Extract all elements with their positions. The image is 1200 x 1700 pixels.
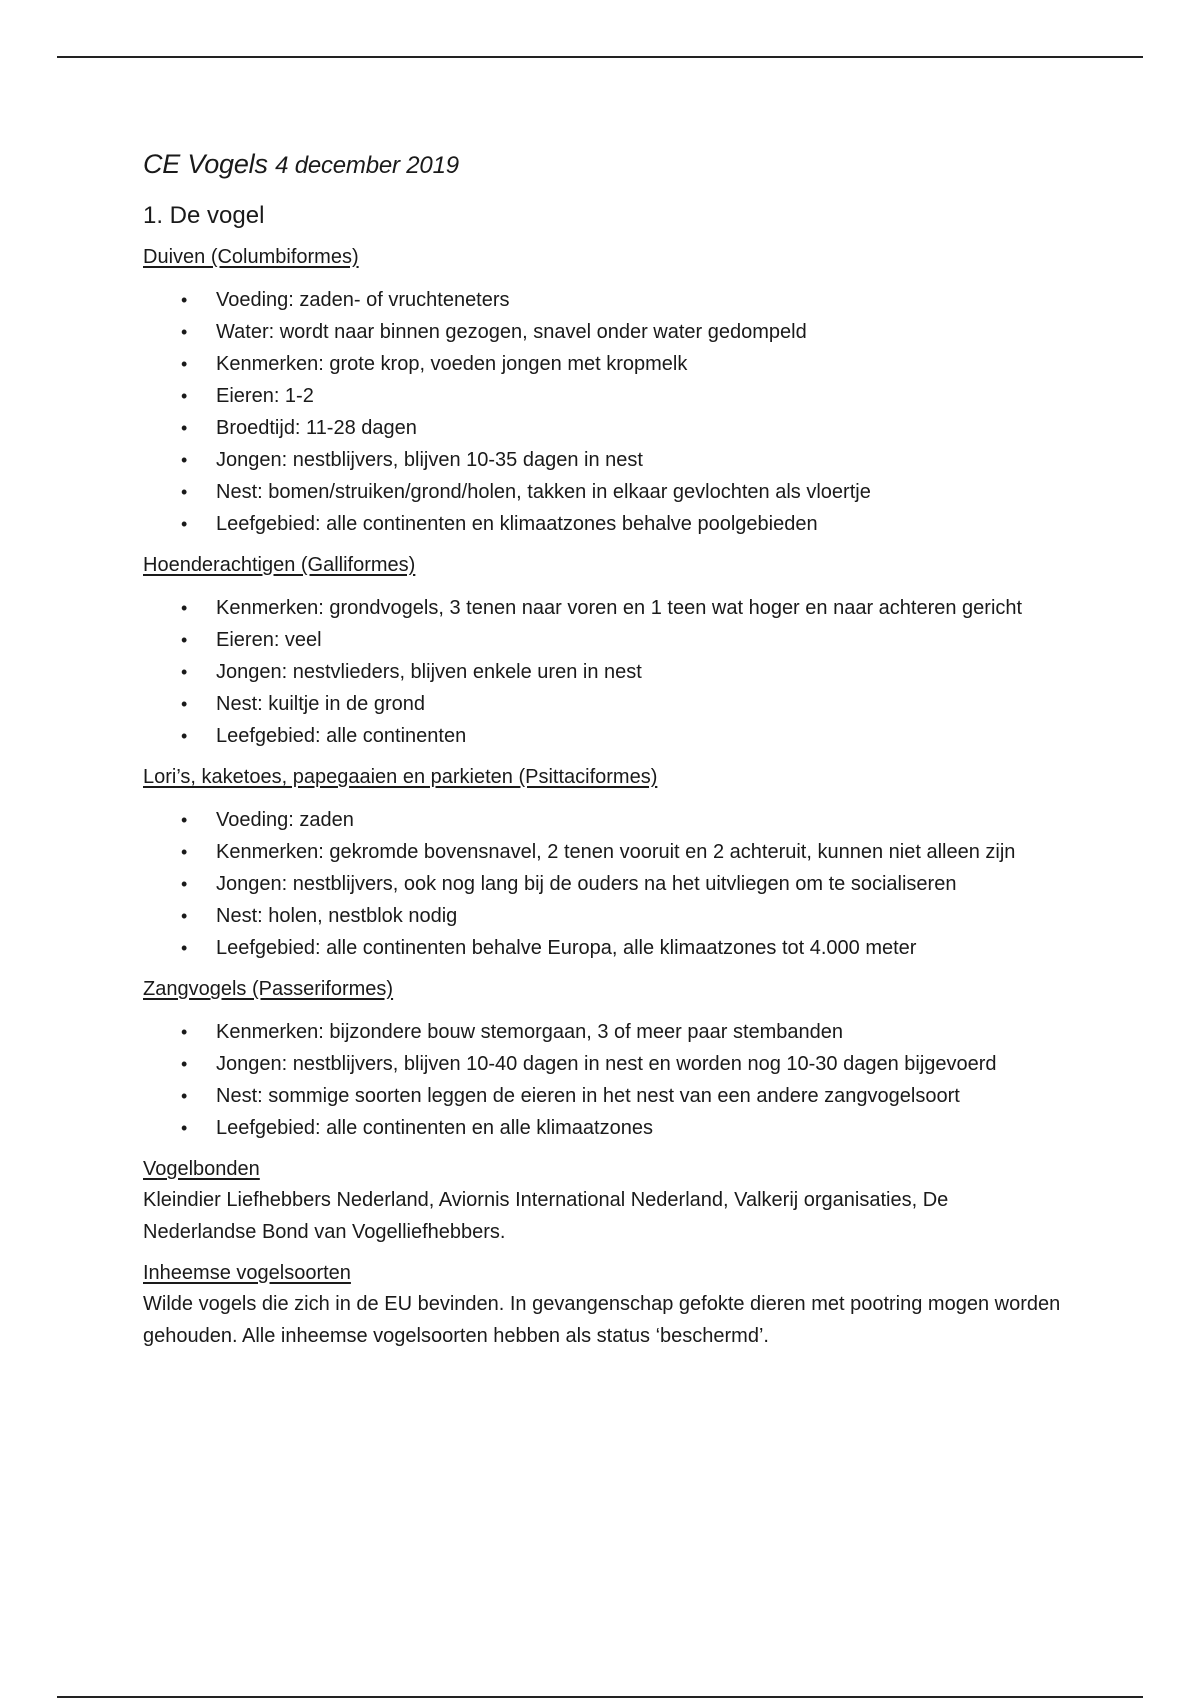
bullet-icon: • xyxy=(181,1086,188,1106)
list-item xyxy=(143,284,1063,316)
section-block xyxy=(143,762,1063,964)
bullet-icon: • xyxy=(181,726,188,746)
list-item xyxy=(143,592,1063,624)
list-item xyxy=(143,1112,1063,1144)
list-item-text: Water: wordt naar binnen gezogen, snavel onder water gedompeld xyxy=(216,321,807,343)
list-item xyxy=(143,836,1063,868)
list-item xyxy=(143,624,1063,656)
bullet-icon: • xyxy=(181,290,188,310)
bullet-list xyxy=(143,284,1063,540)
list-item xyxy=(143,444,1063,476)
bullet-icon: • xyxy=(181,386,188,406)
list-item-text: Jongen: nestblijvers, blijven 10-40 dagen in nest en worden nog 10-30 dagen bijgevoerd xyxy=(216,1053,997,1075)
list-item-text: Broedtijd: 11-28 dagen xyxy=(216,417,417,439)
section-block xyxy=(143,974,1063,1144)
list-item xyxy=(143,1080,1063,1112)
sections-container xyxy=(143,242,1063,1144)
list-item-text: Jongen: nestblijvers, blijven 10-35 dagen in nest xyxy=(216,449,643,471)
bullet-icon: • xyxy=(181,662,188,682)
section-heading: Duiven (Columbiformes) xyxy=(143,246,359,268)
list-item-text: Kenmerken: bijzondere bouw stemorgaan, 3 of meer paar stembanden xyxy=(216,1021,844,1043)
list-item-text: Jongen: nestblijvers, ook nog lang bij de ouders na het uitvliegen om te socialiseren xyxy=(216,873,957,895)
list-item-text: Leefgebied: alle continenten xyxy=(216,725,467,747)
bullet-icon: • xyxy=(181,1022,188,1042)
chapter-heading: 1. De vogel xyxy=(143,202,265,229)
list-item-text: Eieren: 1-2 xyxy=(216,385,314,407)
list-item xyxy=(143,804,1063,836)
list-item-text: Leefgebied: alle continenten en klimaatzones behalve poolgebieden xyxy=(216,513,818,535)
list-item-text: Jongen: nestvlieders, blijven enkele uren in nest xyxy=(216,661,642,683)
section-paragraph: Kleindier Liefhebbers Nederland, Aviornis International Nederland, Valkerij organisaties, De Nederlandse Bond van Vogelliefhebbers. xyxy=(143,1189,949,1243)
list-item-text: Voeding: zaden xyxy=(216,809,354,831)
section-vogelbonden xyxy=(143,1154,1063,1248)
list-item xyxy=(143,720,1063,752)
bullet-icon: • xyxy=(181,598,188,618)
bullet-icon: • xyxy=(181,1118,188,1138)
bullet-icon: • xyxy=(181,418,188,438)
list-item xyxy=(143,348,1063,380)
list-item xyxy=(143,316,1063,348)
bullet-icon: • xyxy=(181,938,188,958)
bullet-icon: • xyxy=(181,906,188,926)
list-item xyxy=(143,380,1063,412)
list-item-text: Eieren: veel xyxy=(216,629,322,651)
list-item-text: Nest: bomen/struiken/grond/holen, takken in elkaar gevlochten als vloertje xyxy=(216,481,871,503)
title-date: 4 december 2019 xyxy=(275,152,459,179)
section-heading: Vogelbonden xyxy=(143,1158,260,1180)
list-item xyxy=(143,868,1063,900)
list-item-text: Nest: holen, nestblok nodig xyxy=(216,905,458,927)
bullet-list xyxy=(143,1016,1063,1144)
bullet-icon: • xyxy=(181,630,188,650)
list-item-text: Leefgebied: alle continenten behalve Europa, alle klimaatzones tot 4.000 meter xyxy=(216,937,917,959)
bullet-icon: • xyxy=(181,1054,188,1074)
bullet-icon: • xyxy=(181,842,188,862)
list-item xyxy=(143,932,1063,964)
list-item xyxy=(143,688,1063,720)
section-block xyxy=(143,242,1063,540)
top-rule xyxy=(57,56,1143,58)
bullet-icon: • xyxy=(181,874,188,894)
bullet-icon: • xyxy=(181,450,188,470)
list-item-text: Nest: sommige soorten leggen de eieren in het nest van een andere zangvogelsoort xyxy=(216,1085,960,1107)
section-heading: Inheemse vogelsoorten xyxy=(143,1262,351,1284)
section-inheemse-vogelsoorten xyxy=(143,1258,1063,1352)
list-item xyxy=(143,476,1063,508)
list-item-text: Kenmerken: grote krop, voeden jongen met kropmelk xyxy=(216,353,688,375)
list-item-text: Kenmerken: gekromde bovensnavel, 2 tenen vooruit en 2 achteruit, kunnen niet alleen zijn xyxy=(216,841,1016,863)
bullet-icon: • xyxy=(181,514,188,534)
document-body xyxy=(143,142,1063,1352)
bullet-icon: • xyxy=(181,694,188,714)
section-heading: Hoenderachtigen (Galliformes) xyxy=(143,554,416,576)
title-text: CE Vogels xyxy=(143,149,268,179)
list-item-text: Voeding: zaden- of vruchteneters xyxy=(216,289,510,311)
bullet-list xyxy=(143,592,1063,752)
section-heading: Lori’s, kaketoes, papegaaien en parkieten (Psittaciformes) xyxy=(143,766,658,788)
bullet-icon: • xyxy=(181,810,188,830)
bottom-rule xyxy=(57,1696,1143,1698)
list-item-text: Kenmerken: grondvogels, 3 tenen naar voren en 1 teen wat hoger en naar achteren gericht xyxy=(216,597,1023,619)
bullet-icon: • xyxy=(181,354,188,374)
bullet-list xyxy=(143,804,1063,964)
section-paragraph: Wilde vogels die zich in de EU bevinden. In gevangenschap gefokte dieren met pootring mogen worden gehouden. Alle inheemse vogelsoorten hebben als status ‘beschermd’. xyxy=(143,1293,1061,1347)
section-block xyxy=(143,550,1063,752)
list-item-text: Nest: kuiltje in de grond xyxy=(216,693,426,715)
bullet-icon: • xyxy=(181,482,188,502)
list-item xyxy=(143,412,1063,444)
list-item xyxy=(143,1016,1063,1048)
list-item xyxy=(143,508,1063,540)
list-item xyxy=(143,1048,1063,1080)
list-item xyxy=(143,900,1063,932)
document-title xyxy=(143,142,1063,188)
section-heading: Zangvogels (Passeriformes) xyxy=(143,978,394,1000)
list-item xyxy=(143,656,1063,688)
list-item-text: Leefgebied: alle continenten en alle klimaatzones xyxy=(216,1117,653,1139)
bullet-icon: • xyxy=(181,322,188,342)
